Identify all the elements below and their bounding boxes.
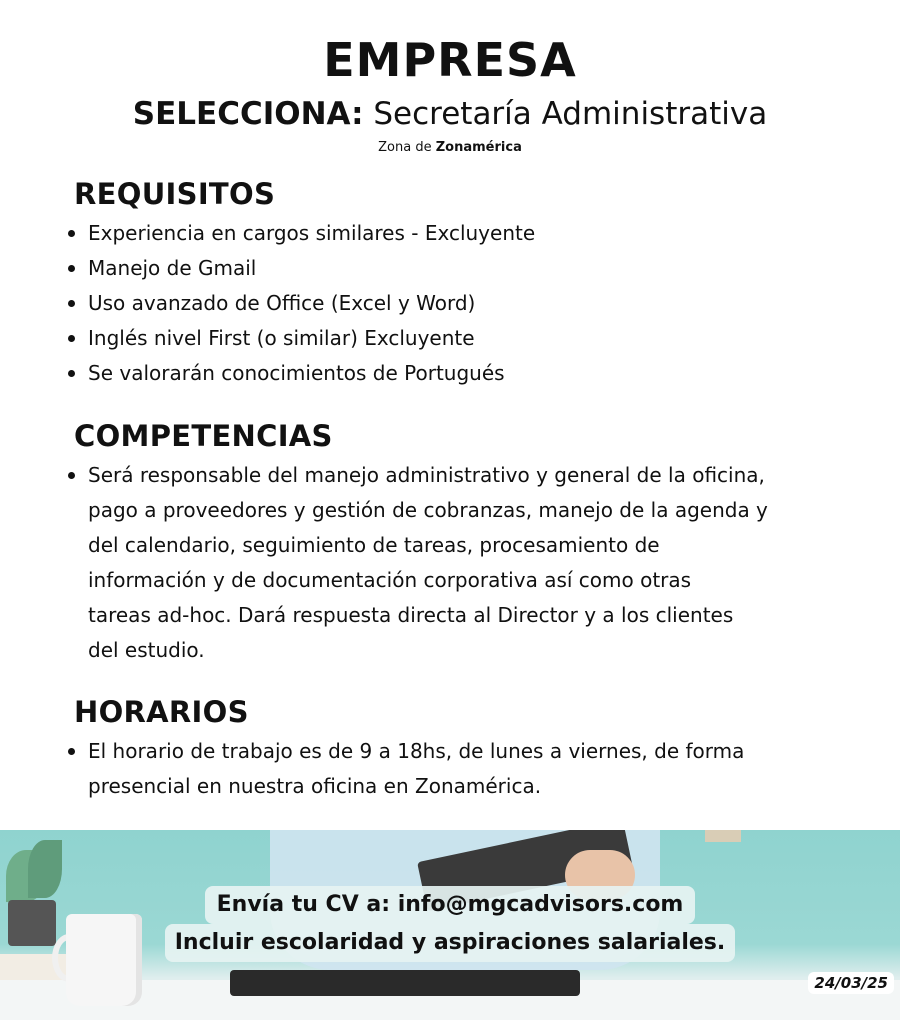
header — [0, 30, 900, 155]
mug-shape — [66, 914, 142, 1006]
keyboard-shape — [230, 970, 580, 996]
text-line: pago a proveedores y gestión de cobranzas, manejo de la agenda y — [88, 498, 768, 522]
cta-box — [152, 886, 748, 962]
text-line: presencial en nuestra oficina en Zonamérica. — [88, 774, 542, 798]
frame-shape — [705, 830, 741, 842]
section-heading-requisitos: REQUISITOS — [74, 177, 276, 211]
list-item: Inglés nivel First (o similar) Excluyente — [74, 321, 874, 356]
horarios-list — [74, 734, 874, 804]
cta-email-line: Envía tu CV a: info@mgcadvisors.com — [205, 886, 696, 924]
zone-line — [0, 140, 900, 155]
page-title: EMPRESA — [323, 33, 577, 87]
job-position: Secretaría Administrativa — [363, 96, 768, 132]
list-item — [74, 734, 874, 804]
section-heading-horarios: HORARIOS — [74, 695, 249, 729]
section-horarios — [74, 694, 874, 804]
list-item: Uso avanzado de Office (Excel y Word) — [74, 286, 874, 321]
text-line: tareas ad-hoc. Dará respuesta directa al Director y a los clientes — [88, 603, 734, 627]
list-item: Se valorarán conocimientos de Portugués — [74, 356, 874, 391]
list-item: Manejo de Gmail — [74, 251, 874, 286]
text-line: Será responsable del manejo administrativo y general de la oficina, — [88, 463, 765, 487]
requisitos-list — [74, 216, 874, 391]
text-line: del estudio. — [88, 638, 205, 662]
section-heading-competencias: COMPETENCIAS — [74, 419, 333, 453]
plant-leaf-shape — [28, 840, 62, 898]
text-line: información y de documentación corporativa así como otras — [88, 568, 692, 592]
list-item — [74, 458, 874, 668]
list-item: Experiencia en cargos similares - Excluyente — [74, 216, 874, 251]
cta-requirements-line: Incluir escolaridad y aspiraciones salariales. — [165, 924, 736, 962]
date-badge: 24/03/25 — [808, 972, 894, 994]
text-line: El horario de trabajo es de 9 a 18hs, de lunes a viernes, de forma — [88, 739, 745, 763]
section-requisitos — [74, 176, 874, 391]
subtitle-label: SELECCIONA: — [132, 96, 364, 132]
zone-name: Zonamérica — [435, 140, 522, 155]
text-line: del calendario, seguimiento de tareas, procesamiento de — [88, 533, 660, 557]
job-subtitle — [0, 92, 900, 136]
zone-prefix: Zona de — [378, 140, 436, 155]
pencil-holder-shape — [8, 900, 56, 946]
competencias-list — [74, 458, 874, 668]
section-competencias — [74, 418, 874, 668]
